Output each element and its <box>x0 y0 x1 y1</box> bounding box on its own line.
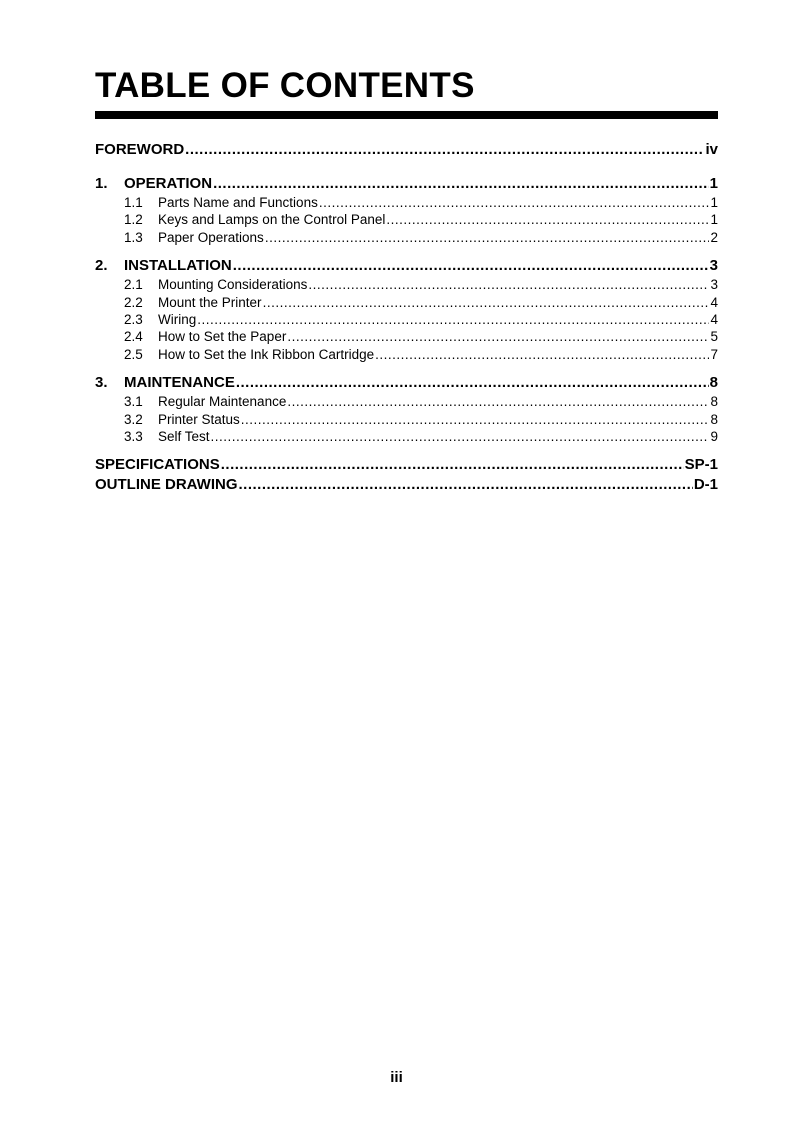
toc-entry-page: 8 <box>710 411 718 427</box>
dot-leader <box>239 475 693 495</box>
toc-entry-page: 7 <box>710 346 718 362</box>
toc-entry-label: Regular Maintenance <box>158 394 287 410</box>
section-number: 2.2 <box>124 294 143 310</box>
toc-entry-page: SP-1 <box>684 456 718 474</box>
toc-entry-label: OUTLINE DRAWING <box>95 476 238 494</box>
toc-entry-section-2-2[interactable] <box>95 294 718 311</box>
dot-leader <box>236 373 709 393</box>
toc-entry-section-2-5[interactable] <box>95 346 718 363</box>
dot-leader <box>241 411 710 428</box>
toc-entry-page: 4 <box>710 294 718 310</box>
toc-entry-page: 8 <box>710 394 718 410</box>
dot-leader <box>197 311 709 328</box>
toc-entry-label: Keys and Lamps on the Control Panel <box>158 212 386 228</box>
toc-entry-label: How to Set the Ink Ribbon Cartridge <box>158 346 375 362</box>
toc-entry-page: 4 <box>710 311 718 327</box>
page-title: TABLE OF CONTENTS <box>95 66 475 105</box>
toc-entry-label: Printer Status <box>158 411 240 427</box>
toc-entry-specifications[interactable] <box>95 455 718 475</box>
toc-entry-page: 1 <box>710 212 718 228</box>
dot-leader <box>211 428 710 445</box>
toc-entry-page: 2 <box>710 229 718 245</box>
toc-entry-page: 3 <box>709 257 718 275</box>
section-number: 3.3 <box>124 428 143 444</box>
dot-leader <box>375 346 709 363</box>
toc-entry-label: Paper Operations <box>158 229 264 245</box>
chapter-number: 1. <box>95 175 108 192</box>
toc-entry-label: How to Set the Paper <box>158 329 287 345</box>
section-number: 2.4 <box>124 329 143 345</box>
toc-entry-label: OPERATION <box>124 175 213 192</box>
toc-entry-label: SPECIFICATIONS <box>95 456 220 474</box>
section-number: 1.2 <box>124 212 143 228</box>
title-divider <box>95 111 718 119</box>
toc-entry-label: FOREWORD <box>95 141 185 158</box>
toc-entry-page: D-1 <box>693 476 718 494</box>
dot-leader <box>263 294 710 311</box>
toc-entry-page: 3 <box>710 277 718 293</box>
chapter-number: 2. <box>95 257 108 275</box>
section-number: 3.2 <box>124 411 143 427</box>
page-number: iii <box>390 1069 403 1086</box>
toc-entry-section-2-1[interactable] <box>95 276 718 293</box>
chapter-number: 3. <box>95 374 108 392</box>
section-number: 2.5 <box>124 346 143 362</box>
dot-leader <box>386 211 709 228</box>
table-of-contents <box>95 140 718 495</box>
toc-entry-label: Mounting Considerations <box>158 277 308 293</box>
dot-leader <box>319 194 710 211</box>
section-number: 2.3 <box>124 311 143 327</box>
dot-leader <box>185 140 704 160</box>
toc-entry-chapter-3[interactable] <box>95 373 718 393</box>
toc-entry-section-1-1[interactable] <box>95 194 718 211</box>
toc-entry-page: 8 <box>709 374 718 392</box>
section-number: 3.1 <box>124 394 143 410</box>
toc-entry-page: 9 <box>710 428 718 444</box>
toc-entry-foreword[interactable] <box>95 140 718 160</box>
dot-leader <box>287 393 709 410</box>
toc-entry-chapter-2[interactable] <box>95 256 718 276</box>
toc-entry-label: MAINTENANCE <box>124 374 235 392</box>
dot-leader <box>287 328 709 345</box>
toc-entry-section-1-2[interactable] <box>95 211 718 228</box>
toc-entry-section-3-1[interactable] <box>95 393 718 410</box>
toc-entry-section-3-2[interactable] <box>95 411 718 428</box>
toc-entry-page: 1 <box>709 175 718 192</box>
dot-leader <box>233 256 709 276</box>
toc-entry-section-3-3[interactable] <box>95 428 718 445</box>
toc-entry-label: Self Test <box>158 428 210 444</box>
toc-entry-chapter-1[interactable] <box>95 174 718 194</box>
toc-entry-page: iv <box>705 141 718 158</box>
section-number: 1.3 <box>124 229 143 245</box>
toc-entry-label: Parts Name and Functions <box>158 195 318 210</box>
toc-entry-label: Mount the Printer <box>158 294 262 310</box>
section-number: 2.1 <box>124 277 143 293</box>
dot-leader <box>221 455 684 475</box>
toc-entry-label: INSTALLATION <box>124 257 232 275</box>
toc-entry-label: Wiring <box>158 311 197 327</box>
dot-leader <box>308 276 709 293</box>
toc-entry-section-1-3[interactable] <box>95 229 718 246</box>
toc-entry-section-2-3[interactable] <box>95 311 718 328</box>
toc-entry-section-2-4[interactable] <box>95 328 718 345</box>
toc-entry-page: 5 <box>710 329 718 345</box>
section-number: 1.1 <box>124 195 143 210</box>
toc-entry-outline-drawing[interactable] <box>95 475 718 495</box>
dot-leader <box>213 174 709 194</box>
dot-leader <box>265 229 710 246</box>
toc-entry-page: 1 <box>710 195 718 210</box>
